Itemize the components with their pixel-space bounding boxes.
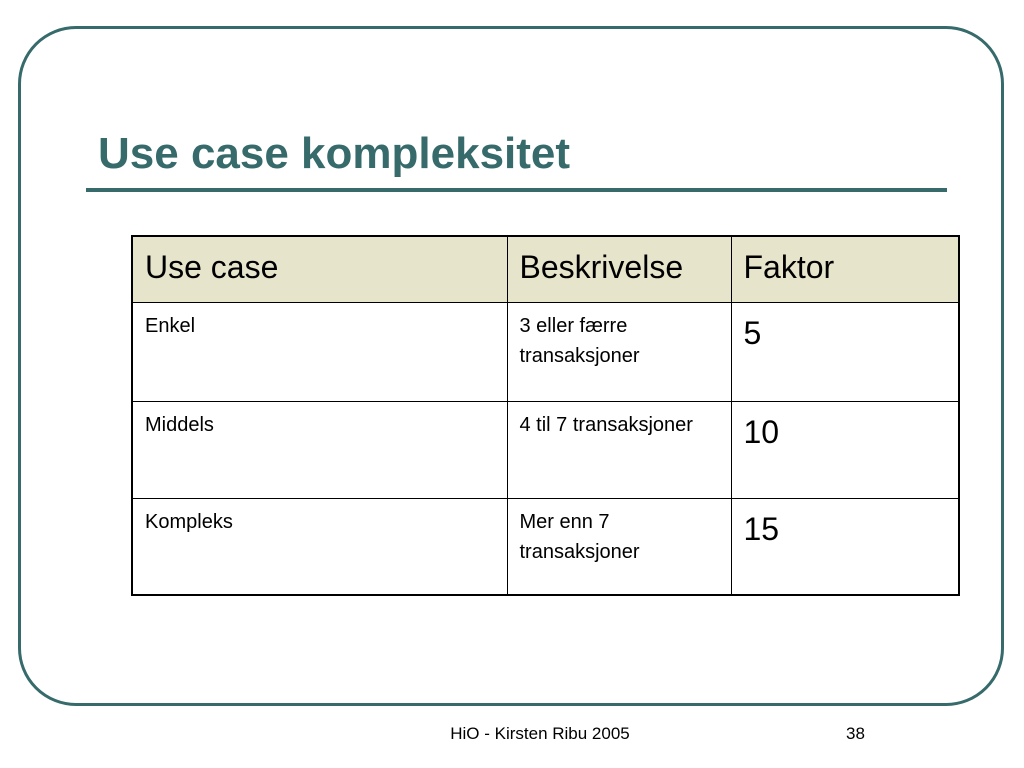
cell-faktor: 10	[731, 401, 959, 498]
table-header-row	[132, 236, 959, 302]
page-number: 38	[846, 724, 865, 743]
table-row	[132, 302, 959, 401]
cell-use-case: Middels	[132, 401, 507, 498]
header-faktor: Faktor	[731, 236, 959, 302]
header-use-case: Use case	[132, 236, 507, 302]
cell-faktor: 5	[731, 302, 959, 401]
footer-credit: HiO - Kirsten Ribu 2005	[450, 724, 630, 743]
cell-beskrivelse: 3 eller færre transaksjoner	[507, 302, 731, 401]
cell-beskrivelse: 4 til 7 transaksjoner	[507, 401, 731, 498]
table-row	[132, 498, 959, 595]
title-underline	[86, 188, 947, 192]
table-row	[132, 401, 959, 498]
cell-faktor: 15	[731, 498, 959, 595]
cell-beskrivelse: Mer enn 7 transaksjoner	[507, 498, 731, 595]
cell-use-case: Kompleks	[132, 498, 507, 595]
header-beskrivelse: Beskrivelse	[507, 236, 731, 302]
cell-use-case: Enkel	[132, 302, 507, 401]
slide-title: Use case kompleksitet	[98, 129, 571, 178]
complexity-table	[131, 235, 960, 596]
